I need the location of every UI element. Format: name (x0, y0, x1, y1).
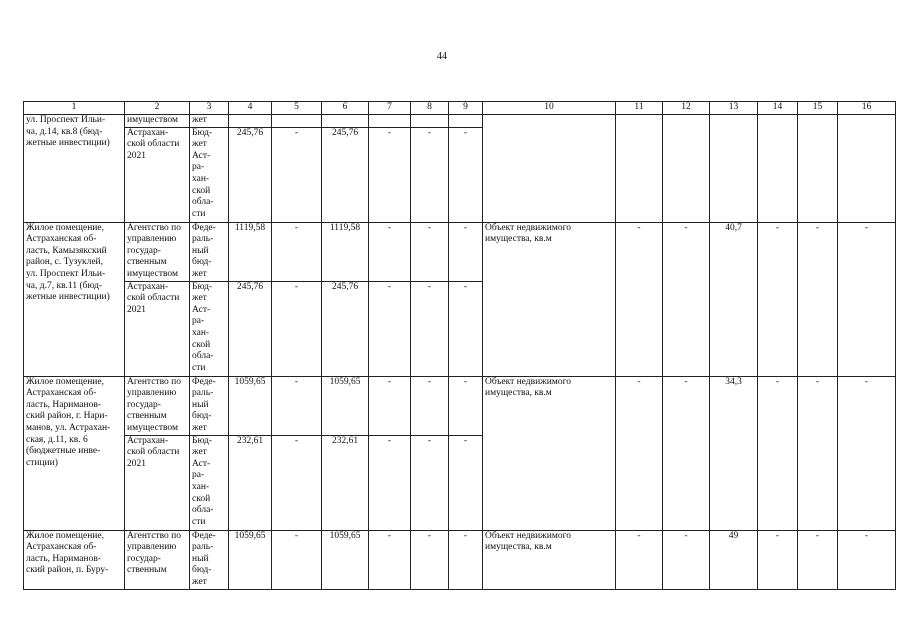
indicator-c11-cell (616, 115, 663, 223)
amount-c8-cell: - (411, 222, 449, 281)
indicator-value-cell (710, 115, 758, 223)
table-row (24, 376, 896, 435)
amount-c5-cell: - (272, 435, 322, 530)
column-header-6: 6 (322, 102, 369, 115)
indicator-c12-cell: - (663, 376, 710, 530)
indicator-c15-cell: - (798, 376, 838, 530)
indicator-name-cell (483, 115, 616, 223)
indicator-c12-cell: - (663, 222, 710, 376)
object-name-cell: Жилое помещение, Астраханская об- ласть, Нариманов- ский район, п. Буру- (24, 530, 125, 589)
agency-cell: Астрахан- ской области 2021 (125, 281, 190, 376)
amount-c6-cell: 1059,65 (322, 530, 369, 589)
amount-c6-cell: 1119,58 (322, 222, 369, 281)
agency-cell: Агентство по управлению государ- ственным имуществом (125, 376, 190, 435)
funding-source-cell: Феде- раль- ный бюд- жет (190, 376, 229, 435)
table-row (24, 530, 896, 589)
amount-total-cell: 1059,65 (229, 530, 272, 589)
indicator-c14-cell: - (758, 222, 798, 376)
page-number: 44 (437, 51, 447, 62)
amount-c6-cell: 232,61 (322, 435, 369, 530)
funding-source-cell: Феде- раль- ный бюд- жет (190, 222, 229, 281)
indicator-c15-cell: - (798, 222, 838, 376)
column-header-5: 5 (272, 102, 322, 115)
funding-source-cell: Феде- раль- ный бюд- жет (190, 530, 229, 589)
agency-cell: Агентство по управлению государ- ственным имуществом (125, 222, 190, 281)
amount-c7-cell: - (369, 435, 411, 530)
funding-source-cell: Бюд- жет Аст- ра- хан- ской обла- сти (190, 281, 229, 376)
indicator-name-cell: Объект недвижимого имущества, кв.м (483, 530, 616, 589)
indicator-value-cell: 40,7 (710, 222, 758, 376)
amount-c9-cell: - (449, 127, 483, 222)
table-body (24, 115, 896, 590)
indicator-name-cell: Объект недвижимого имущества, кв.м (483, 376, 616, 530)
amount-c9-cell: - (449, 376, 483, 435)
amount-c9-cell: - (449, 530, 483, 589)
object-name-cell: Жилое помещение, Астраханская об- ласть, Нариманов- ский район, г. Нари- манов, ул. Астрахан- ская, д.11, кв. 6 (бюджетные инве- стиции) (24, 376, 125, 530)
amount-c9-cell (449, 115, 483, 128)
column-header-12: 12 (663, 102, 710, 115)
amount-c7-cell: - (369, 376, 411, 435)
indicator-c11-cell: - (616, 222, 663, 376)
object-name-cell: Жилое помещение, Астраханская об- ласть, Камызякский район, с. Тузуклей, ул. Проспект Ильи- ча, д.7, кв.11 (бюд- жетные инвестиции) (24, 222, 125, 376)
indicator-c12-cell: - (663, 530, 710, 589)
indicator-c16-cell (838, 115, 896, 223)
amount-c8-cell: - (411, 530, 449, 589)
amount-c6-cell: 245,76 (322, 281, 369, 376)
indicator-name-cell: Объект недвижимого имущества, кв.м (483, 222, 616, 376)
header-row (24, 102, 896, 115)
amount-total-cell: 1059,65 (229, 376, 272, 435)
column-header-15: 15 (798, 102, 838, 115)
amount-c7-cell: - (369, 530, 411, 589)
indicator-c14-cell: - (758, 376, 798, 530)
amount-c6-cell: 245,76 (322, 127, 369, 222)
indicator-c14-cell (758, 115, 798, 223)
column-header-11: 11 (616, 102, 663, 115)
agency-cell: Агентство по управлению государ- ственным (125, 530, 190, 589)
table-row (24, 115, 896, 128)
indicator-c16-cell: - (838, 222, 896, 376)
indicator-c15-cell: - (798, 530, 838, 589)
funding-source-cell: жет (190, 115, 229, 128)
indicator-c16-cell: - (838, 376, 896, 530)
indicator-value-cell: 34,3 (710, 376, 758, 530)
amount-total-cell: 245,76 (229, 281, 272, 376)
amount-c6-cell (322, 115, 369, 128)
indicator-c12-cell (663, 115, 710, 223)
amount-c7-cell (369, 115, 411, 128)
amount-c8-cell: - (411, 435, 449, 530)
agency-cell: имуществом (125, 115, 190, 128)
indicator-c16-cell: - (838, 530, 896, 589)
amount-total-cell (229, 115, 272, 128)
amount-c8-cell: - (411, 281, 449, 376)
amount-c5-cell (272, 115, 322, 128)
column-header-13: 13 (710, 102, 758, 115)
column-header-2: 2 (125, 102, 190, 115)
amount-c8-cell (411, 115, 449, 128)
column-header-7: 7 (369, 102, 411, 115)
amount-c5-cell: - (272, 376, 322, 435)
column-header-14: 14 (758, 102, 798, 115)
column-header-8: 8 (411, 102, 449, 115)
table-row (24, 222, 896, 281)
amount-c9-cell: - (449, 281, 483, 376)
amount-c5-cell: - (272, 222, 322, 281)
agency-cell: Астрахан- ской области 2021 (125, 435, 190, 530)
amount-c8-cell: - (411, 127, 449, 222)
amount-c7-cell: - (369, 222, 411, 281)
indicator-value-cell: 49 (710, 530, 758, 589)
object-name-cell: ул. Проспект Ильи- ча, д.14, кв.8 (бюд- жетные инвестиции) (24, 115, 125, 223)
indicator-c11-cell: - (616, 376, 663, 530)
amount-total-cell: 232,61 (229, 435, 272, 530)
amount-c5-cell: - (272, 127, 322, 222)
indicator-c14-cell: - (758, 530, 798, 589)
agency-cell: Астрахан- ской области 2021 (125, 127, 190, 222)
amount-total-cell: 245,76 (229, 127, 272, 222)
column-header-1: 1 (24, 102, 125, 115)
amount-c6-cell: 1059,65 (322, 376, 369, 435)
funding-source-cell: Бюд- жет Аст- ра- хан- ской обла- сти (190, 435, 229, 530)
amount-c9-cell: - (449, 435, 483, 530)
column-header-9: 9 (449, 102, 483, 115)
funding-source-cell: Бюд- жет Аст- ра- хан- ской обла- сти (190, 127, 229, 222)
column-header-4: 4 (229, 102, 272, 115)
indicator-c11-cell: - (616, 530, 663, 589)
amount-total-cell: 1119,58 (229, 222, 272, 281)
budget-table (23, 101, 896, 590)
amount-c8-cell: - (411, 376, 449, 435)
indicator-c15-cell (798, 115, 838, 223)
column-header-16: 16 (838, 102, 896, 115)
amount-c7-cell: - (369, 281, 411, 376)
column-header-10: 10 (483, 102, 616, 115)
column-header-3: 3 (190, 102, 229, 115)
amount-c7-cell: - (369, 127, 411, 222)
amount-c9-cell: - (449, 222, 483, 281)
amount-c5-cell: - (272, 530, 322, 589)
amount-c5-cell: - (272, 281, 322, 376)
